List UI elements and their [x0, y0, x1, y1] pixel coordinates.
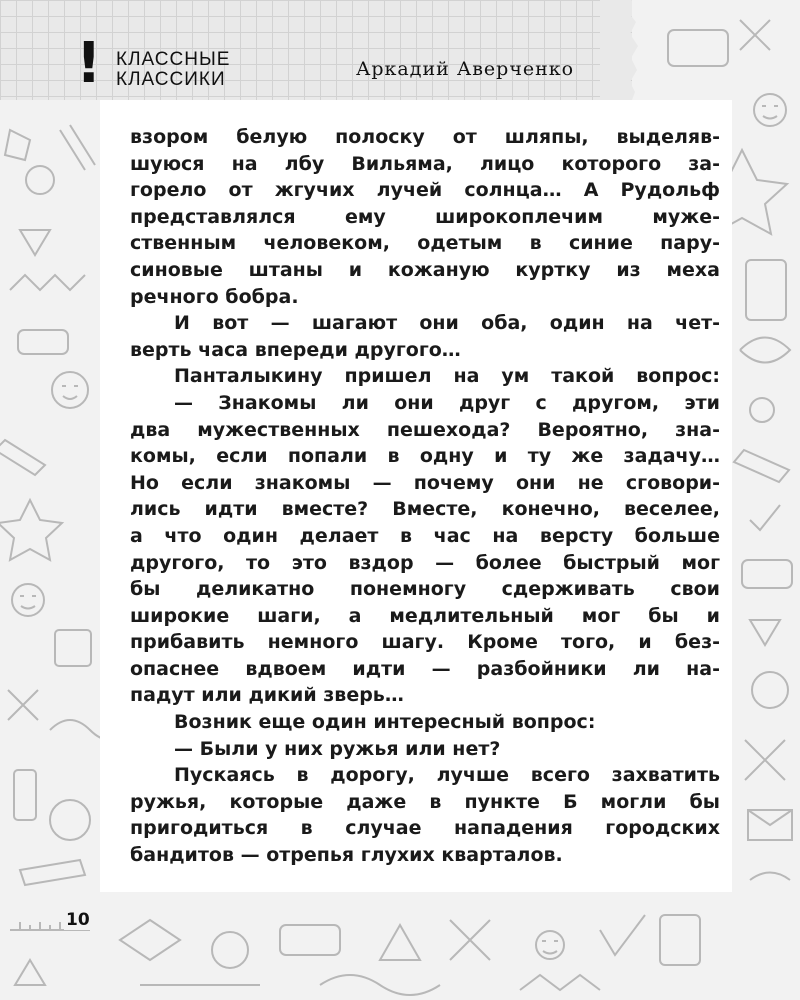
text-line: синовые штаны и кожаную куртку из меха: [130, 258, 720, 281]
page-number: 10: [66, 910, 90, 930]
text-line: опаснее вдвоем идти — разбойники ли на-: [130, 657, 720, 680]
text-line: горело от жгучих лучей солнца… А Рудольф: [130, 179, 720, 202]
text-line: другого, то это вздор — более быстрый мог: [130, 551, 720, 574]
text-line: речного бобра.: [130, 285, 299, 308]
series-title: [116, 50, 230, 90]
text-line: ственным человеком, одетым в синие пару-: [130, 232, 720, 255]
text-line: Панталыкину пришел на ум такой вопрос:: [174, 365, 720, 388]
text-line: бандитов — отрепья глухих кварталов.: [130, 844, 563, 867]
text-line: а что один делает в час на версту больше: [130, 524, 720, 547]
text-line: шуюся на лбу Вильяма, лицо которого за-: [130, 152, 720, 175]
series-mark: !: [76, 31, 102, 96]
text-line: лись идти вместе? Вместе, конечно, веселее,: [130, 498, 720, 521]
text-line: широкие шаги, а медлительный мог бы и: [130, 604, 720, 627]
text-line: Пускаясь в дорогу, лучше всего захватить: [174, 764, 720, 787]
series-title-line2: КЛАССИКИ: [116, 69, 226, 90]
text-line: два мужественных пешехода? Вероятно, зна-: [130, 418, 720, 441]
body-text: [130, 124, 720, 869]
text-line: И вот — шагают они оба, один на чет-: [174, 312, 720, 335]
text-line: представлялся ему широкоплечим муже-: [130, 205, 720, 228]
text-line: комы, если попали в одну и ту же задачу…: [130, 445, 720, 468]
text-line: верть часа впереди другого…: [130, 338, 461, 361]
text-line: Но если знакомы — почему они не сговори-: [130, 471, 720, 494]
text-line: бы деликатно понемногу сдерживать свои: [130, 578, 720, 601]
series-title-line1: КЛАССНЫЕ: [116, 49, 231, 70]
text-line: Возник еще один интересный вопрос:: [174, 711, 596, 734]
author-name: Аркадий Аверченко: [356, 58, 575, 80]
text-line: падут или дикий зверь…: [130, 684, 404, 707]
text-line: пригодиться в случае нападения городских: [130, 817, 720, 840]
torn-edge: [600, 0, 660, 100]
text-line: прибавить немного шагу. Кроме того, и без-: [130, 631, 720, 654]
text-line: взором белую полоску от шляпы, выделяв-: [130, 126, 720, 148]
text-line: ружья, которые даже в пункте Б могли бы: [130, 790, 720, 813]
text-line: — Были у них ружья или нет?: [174, 737, 501, 760]
text-line: — Знакомы ли они друг с другом, эти: [174, 391, 720, 414]
